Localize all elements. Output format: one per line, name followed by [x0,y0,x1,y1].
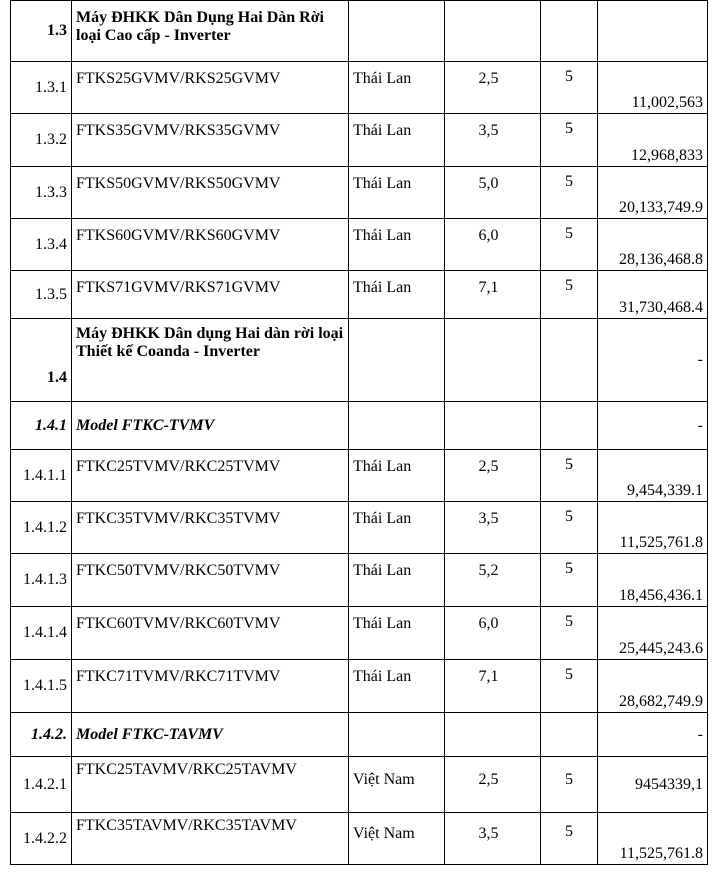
qty-cell: 5 [541,554,598,607]
model-cell: FTKC60TVMV/RKC60TVMV [72,607,349,660]
model-cell: FTKS60GVMV/RKS60GVMV [72,219,349,271]
origin-cell: Việt Nam [349,757,445,813]
row-id: 1.3.4 [11,219,72,271]
price-cell: 12,968,833 [598,114,708,167]
origin-cell: Thái Lan [349,502,445,554]
qty-cell: 5 [541,813,598,865]
table-row [11,271,708,319]
capacity-cell: 6,0 [445,219,541,271]
section-row [11,1,708,62]
table-row [11,607,708,660]
price-cell: - [598,713,708,757]
qty-cell: 5 [541,271,598,319]
table-row [11,554,708,607]
origin-cell: Việt Nam [349,813,445,865]
row-id: 1.3.3 [11,167,72,219]
capacity-cell: 2,5 [445,450,541,502]
price-cell: - [598,402,708,450]
price-cell: 28,136,468.8 [598,219,708,271]
row-id: 1.4.1.3 [11,554,72,607]
qty-cell: 5 [541,607,598,660]
capacity-cell: 5,2 [445,554,541,607]
model-cell: FTKS50GVMV/RKS50GVMV [72,167,349,219]
row-id: 1.4.1.1 [11,450,72,502]
table-row [11,450,708,502]
table-row [11,219,708,271]
capacity-cell: 3,5 [445,502,541,554]
capacity-cell: 7,1 [445,660,541,713]
capacity-cell: 2,5 [445,62,541,114]
row-id: 1.3.2 [11,114,72,167]
origin-cell: Thái Lan [349,450,445,502]
table-row [11,62,708,114]
row-id: 1.4.1.5 [11,660,72,713]
subsection-row [11,402,708,450]
price-cell: 18,456,436.1 [598,554,708,607]
row-id: 1.3.5 [11,271,72,319]
row-id: 1.4.2.1 [11,757,72,813]
subsection-row [11,713,708,757]
qty-cell: 5 [541,167,598,219]
model-cell: FTKC35TAVMV/RKC35TAVMV [72,813,349,865]
capacity-cell: 3,5 [445,813,541,865]
capacity-cell: 7,1 [445,271,541,319]
price-cell: 11,525,761.8 [598,813,708,865]
section-id: 1.3 [11,1,72,62]
origin-cell: Thái Lan [349,167,445,219]
origin-cell: Thái Lan [349,114,445,167]
row-id: 1.4.2.2 [11,813,72,865]
price-cell: 11,525,761.8 [598,502,708,554]
origin-cell: Thái Lan [349,219,445,271]
subsection-title: Model FTKC-TVMV [72,402,349,450]
section-id: 1.4 [11,319,72,402]
price-cell: - [598,319,708,402]
origin-cell: Thái Lan [349,660,445,713]
subsection-id: 1.4.1 [11,402,72,450]
subsection-id: 1.4.2. [11,713,72,757]
model-cell: FTKC25TAVMV/RKC25TAVMV [72,757,349,813]
table-row [11,757,708,813]
qty-cell: 5 [541,114,598,167]
model-cell: FTKS35GVMV/RKS35GVMV [72,114,349,167]
row-id: 1.4.1.4 [11,607,72,660]
origin-cell: Thái Lan [349,62,445,114]
origin-cell: Thái Lan [349,271,445,319]
row-id: 1.3.1 [11,62,72,114]
section-title: Máy ĐHKK Dân Dụng Hai Dàn Rời loại Cao cấp - Inverter [72,1,349,62]
row-id: 1.4.1.2 [11,502,72,554]
table-row [11,167,708,219]
table-row [11,502,708,554]
section-row [11,319,708,402]
price-cell: 20,133,749.9 [598,167,708,219]
capacity-cell: 3,5 [445,114,541,167]
price-cell: 11,002,563 [598,62,708,114]
model-cell: FTKC25TVMV/RKC25TVMV [72,450,349,502]
qty-cell: 5 [541,660,598,713]
table-row [11,660,708,713]
price-cell: 28,682,749.9 [598,660,708,713]
capacity-cell: 6,0 [445,607,541,660]
origin-cell: Thái Lan [349,554,445,607]
price-cell: 9454339,1 [598,757,708,813]
table-row [11,813,708,865]
qty-cell: 5 [541,450,598,502]
qty-cell: 5 [541,757,598,813]
section-title: Máy ĐHKK Dân dụng Hai dàn rời loại Thiết kế Coanda - Inverter [72,319,349,402]
model-cell: FTKS25GVMV/RKS25GVMV [72,62,349,114]
price-cell: 25,445,243.6 [598,607,708,660]
model-cell: FTKS71GVMV/RKS71GVMV [72,271,349,319]
qty-cell: 5 [541,62,598,114]
price-cell: 9,454,339.1 [598,450,708,502]
capacity-cell: 5,0 [445,167,541,219]
price-cell: 31,730,468.4 [598,271,708,319]
qty-cell: 5 [541,219,598,271]
model-cell: FTKC35TVMV/RKC35TVMV [72,502,349,554]
origin-cell: Thái Lan [349,607,445,660]
model-cell: FTKC50TVMV/RKC50TVMV [72,554,349,607]
capacity-cell: 2,5 [445,757,541,813]
price-table [10,0,708,865]
model-cell: FTKC71TVMV/RKC71TVMV [72,660,349,713]
table-row [11,114,708,167]
qty-cell: 5 [541,502,598,554]
subsection-title: Model FTKC-TAVMV [72,713,349,757]
